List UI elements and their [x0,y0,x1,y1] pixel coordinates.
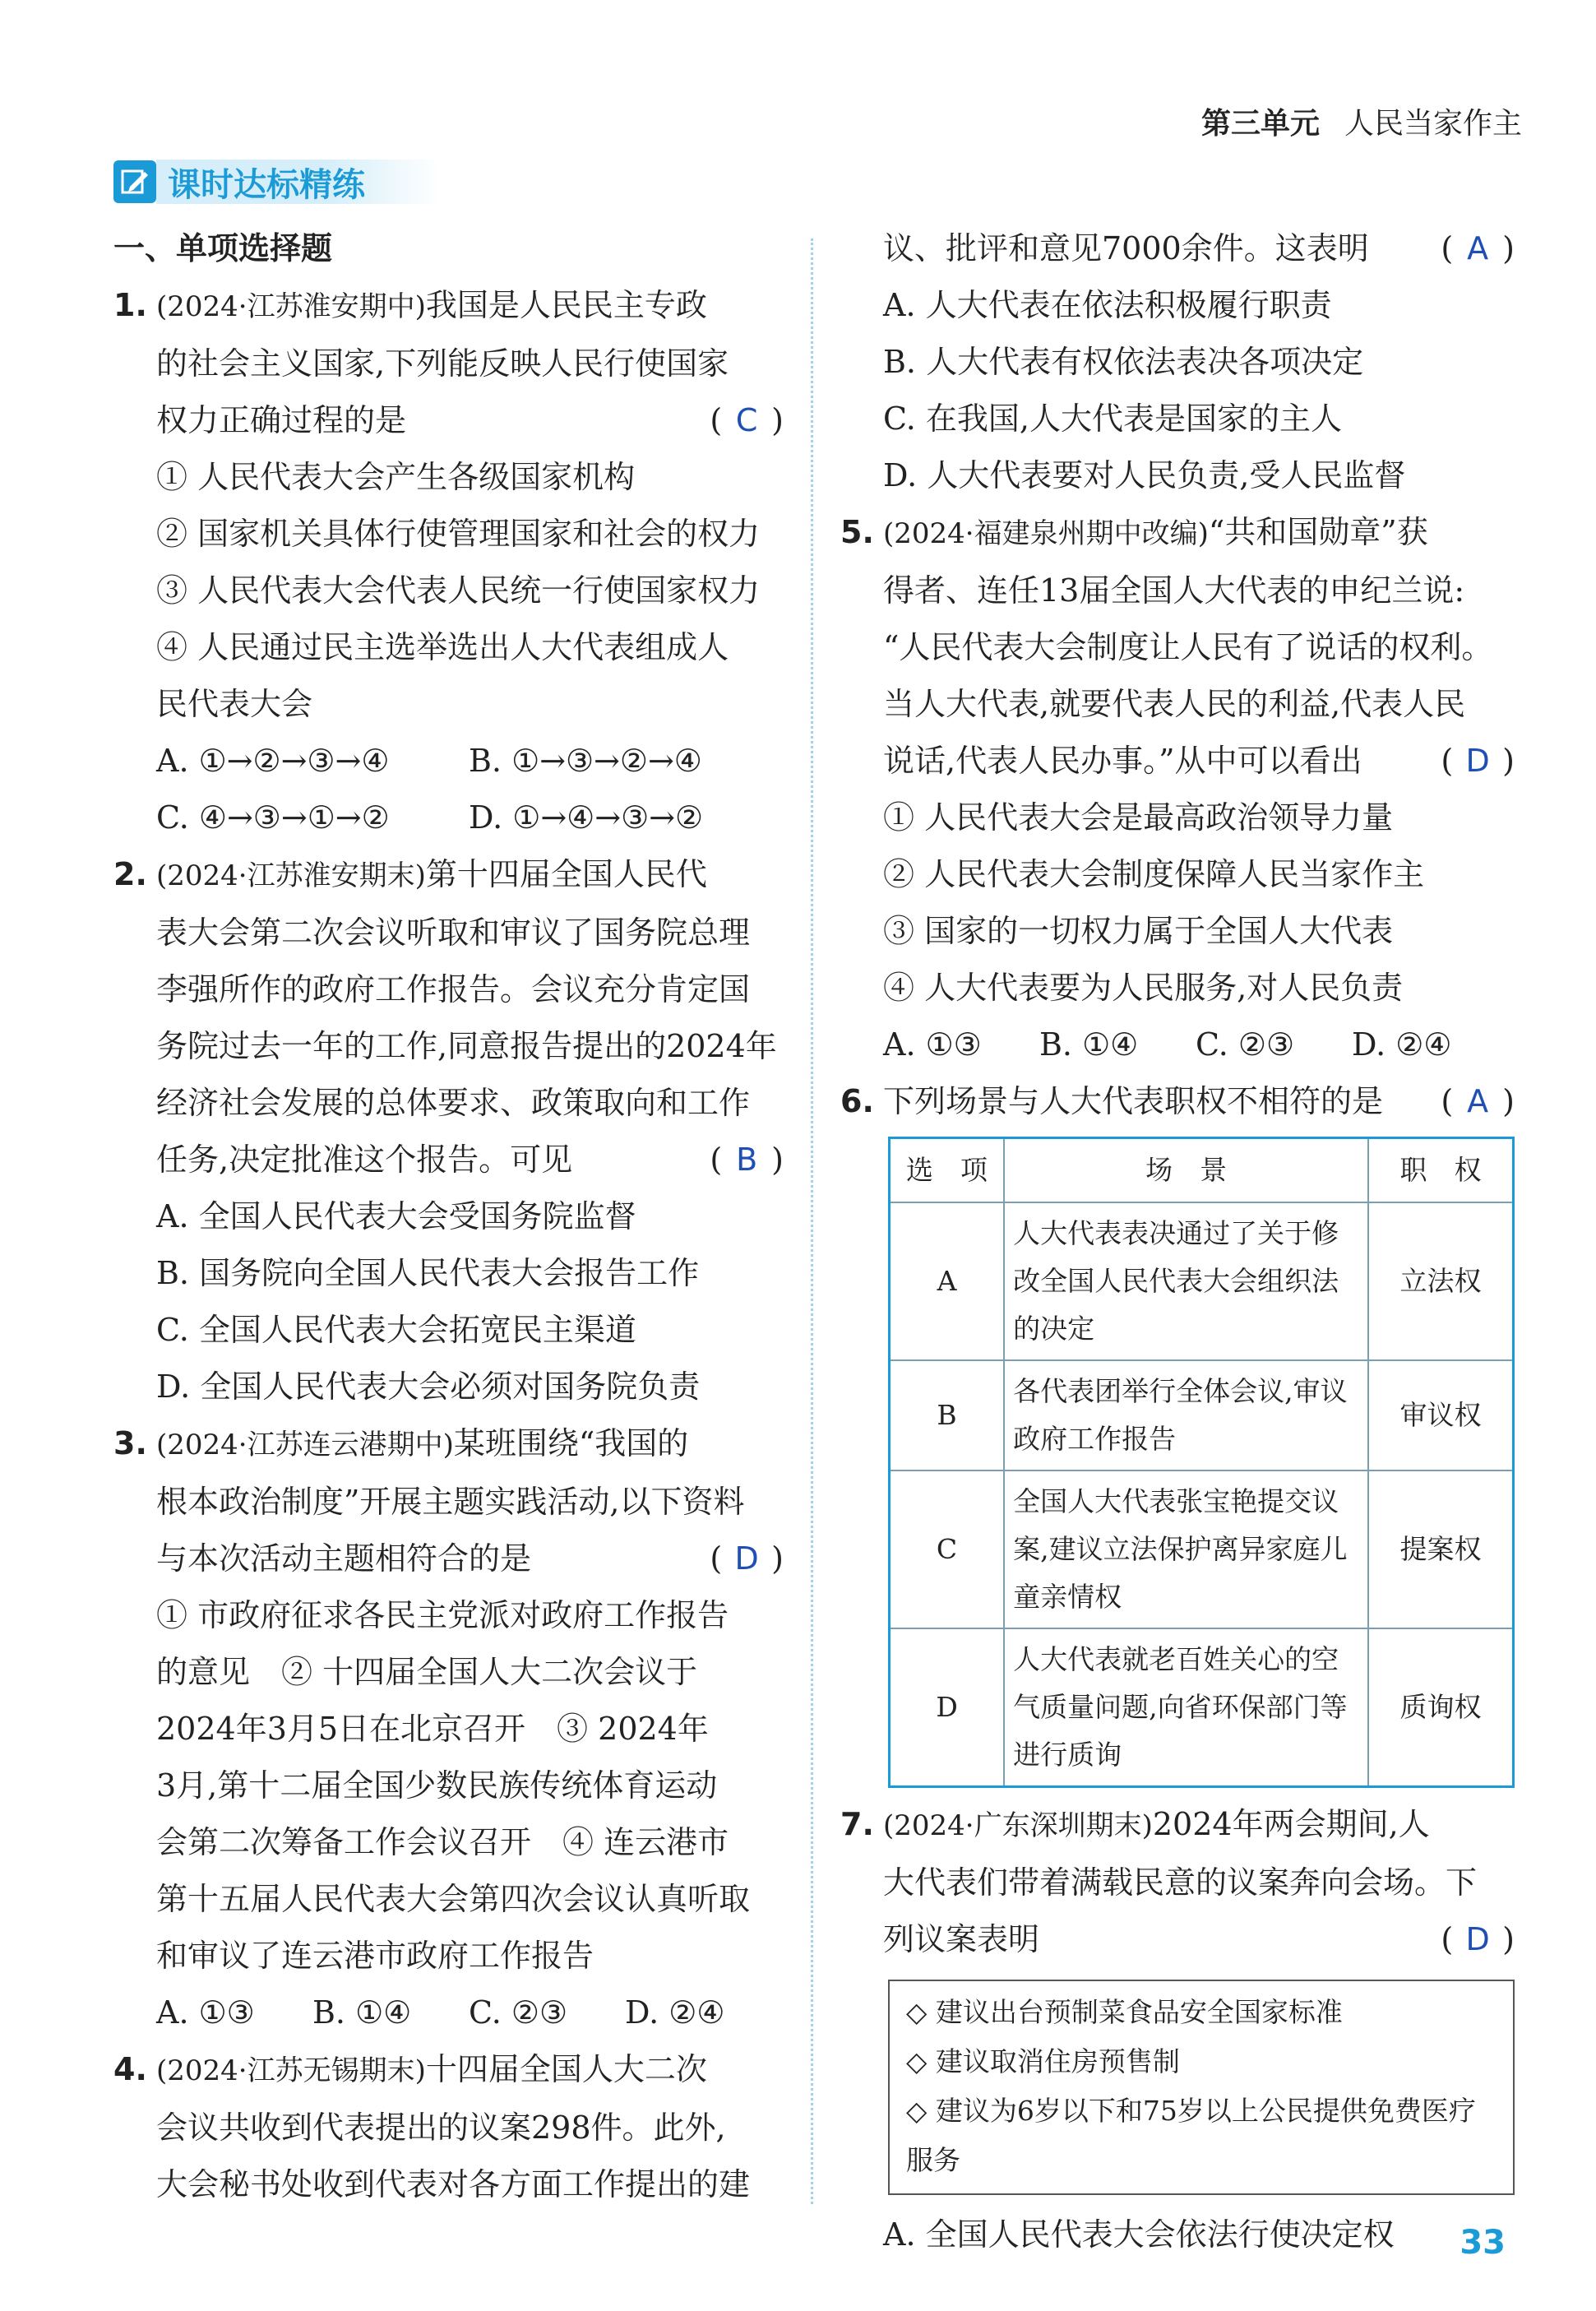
answer-bracket: ( D ) [1441,1911,1515,1968]
question-source: (2024·福建泉州期中改编) [883,517,1209,550]
table-cell-power: 提案权 [1368,1470,1513,1628]
table-row [890,1202,1514,1360]
right-column [840,220,1515,2263]
pencil-icon [113,160,156,203]
table-header-row [890,1138,1514,1203]
question-source: (2024·江苏无锡期末) [156,2054,426,2087]
statement-item: ③ 国家的一切权力属于全国人大代表 [883,913,1394,949]
answer-letter: A [1467,1083,1489,1119]
question-4: 4. (2024·江苏无锡期末)十四届全国人大二次 会议共收到代表提出的议案298件。此外, 大会秘书处收到代表对各方面工作提出的建 [113,2051,751,2202]
page-number: 33 [1460,2224,1506,2262]
question-2: 2. (2024·江苏淮安期末)第十四届全国人民代 表大会第二次会议听取和审议了国务院总理 李强所作的政府工作报告。会议充分肯定国 务院过去一年的工作,同意报告提出的2024年 经济社会发展的总体要求、政策取向和工作 任务,决定批准这个报告。可见 ( B ) [113,846,784,1188]
running-header [1201,100,1522,142]
material-line: 和审议了连云港市政府工作报告 [156,1938,594,1974]
answer-bracket: ( D ) [1441,733,1515,790]
answer-letter: B [736,1142,758,1178]
table-cell-scene: 人大代表就老百姓关心的空气质量问题,向省环保部门等进行质询 [1004,1628,1368,1787]
option: A. 全国人民代表大会依法行使决定权 [883,2216,1395,2253]
options: C. ④→③→①→② D. ①→④→③→② [156,799,704,836]
statement-item: 民代表大会 [156,686,313,722]
options: A. ①③ B. ①④ C. ②③ D. ②④ [883,1026,1452,1063]
statement-item: ③ 人民代表大会代表人民统一行使国家权力 [156,572,761,609]
material-line: 会第二次筹备工作会议召开 ④ 连云港市 [156,1824,729,1860]
question-6: 6. 下列场景与人大代表职权不相符的是 ( A ) [840,1073,1515,1130]
material-line: 的意见 ② 十四届全国人大二次会议于 [156,1654,698,1690]
column-divider [811,239,813,2204]
statement-item: ① 人民代表大会产生各级国家机构 [156,459,636,495]
proposal-item: ◇ 建议取消住房预售制 [906,2045,1180,2077]
proposal-item: ◇ 建议出台预制菜食品安全国家标准 [906,1996,1343,2028]
question-3: 3. (2024·江苏连云港期中)某班围绕“我国的 根本政治制度”开展主题实践活动,以下资料 与本次活动主题相符合的是 ( D ) [113,1415,784,1587]
proposal-item: ◇ 建议为6岁以下和75岁以上公民提供免费医疗服务 [906,2095,1476,2176]
option: D. 全国人民代表大会必须对国务院负责 [156,1369,701,1405]
option: C. 全国人民代表大会拓宽民主渠道 [156,1312,636,1348]
options: A. ①③ B. ①④ C. ②③ D. ②④ [156,1994,725,2031]
section-tag-label: 课时达标精练 [156,160,439,204]
table-row [890,1470,1514,1628]
table-cell-scene: 人大代表表决通过了关于修改全国人民代表大会组织法的决定 [1004,1202,1368,1360]
table-row [890,1628,1514,1787]
answer-letter: C [735,402,758,438]
table-cell-option: B [890,1360,1005,1470]
question-4-continued: 议、批评和意见7000余件。这表明 ( A ) [840,220,1515,277]
answer-bracket: ( A ) [1441,220,1515,277]
question-source: (2024·广东深圳期末) [883,1809,1153,1842]
option: D. 人大代表要对人民负责,受人民监督 [883,457,1406,493]
table-header: 职 权 [1368,1138,1513,1203]
answer-letter: A [1467,230,1489,266]
table-cell-power: 立法权 [1368,1202,1513,1360]
question-source: (2024·江苏连云港期中) [156,1429,454,1461]
material-line: 2024年3月5日在北京召开 ③ 2024年 [156,1711,709,1747]
statement-item: ② 国家机关具体行使管理国家和社会的权力 [156,516,761,552]
section-tag [113,156,439,207]
table-cell-power: 质询权 [1368,1628,1513,1787]
table-cell-scene: 各代表团举行全体会议,审议政府工作报告 [1004,1360,1368,1470]
answer-bracket: ( D ) [710,1531,784,1587]
question-source: (2024·江苏淮安期末) [156,859,426,892]
question-7: 7. (2024·广东深圳期末)2024年两会期间,人 大代表们带着满载民意的议案奔向会场。下 列议案表明 ( D ) [840,1796,1515,1968]
table-header: 场 景 [1004,1138,1368,1203]
left-column [113,220,784,2213]
statement-item: ① 人民代表大会是最高政治领导力量 [883,799,1394,836]
options: A. ①→②→③→④ B. ①→③→②→④ [156,743,702,779]
answer-bracket: ( C ) [710,392,784,449]
table-cell-option: C [890,1470,1005,1628]
question-1: 1. (2024·江苏淮安期中)我国是人民民主专政 的社会主义国家,下列能反映人民行使国家 权力正确过程的是 ( C ) [113,277,784,449]
table-cell-power: 审议权 [1368,1360,1513,1470]
statement-item: ④ 人民通过民主选举选出人大代表组成人 [156,629,729,665]
answer-letter: D [1465,743,1490,779]
option: B. 人大代表有权依法表决各项决定 [883,344,1364,380]
unit-label: 第三单元 [1200,107,1320,141]
material-line: 第十五届人民代表大会第四次会议认真听取 [156,1881,751,1917]
table-header: 选 项 [890,1138,1005,1203]
table-cell-option: A [890,1202,1005,1360]
statement-item: ④ 人大代表要为人民服务,对人民负责 [883,970,1404,1006]
proposal-box [888,1980,1515,2195]
statement-item: ② 人民代表大会制度保障人民当家作主 [883,856,1425,892]
table-cell-option: D [890,1628,1005,1787]
answer-bracket: ( B ) [710,1132,784,1188]
material-line: ① 市政府征求各民主党派对政府工作报告 [156,1597,729,1633]
section-title: 一、单项选择题 [113,230,333,266]
option: A. 人大代表在依法积极履行职责 [883,287,1332,323]
question-source: (2024·江苏淮安期中) [156,290,426,323]
option: C. 在我国,人大代表是国家的主人 [883,401,1342,437]
option: B. 国务院向全国人民代表大会报告工作 [156,1255,700,1291]
scenario-table [888,1137,1515,1788]
answer-bracket: ( A ) [1441,1073,1515,1130]
answer-letter: D [1465,1921,1490,1957]
material-line: 3月,第十二届全国少数民族传统体育运动 [156,1767,718,1804]
option: A. 全国人民代表大会受国务院监督 [156,1198,636,1234]
table-cell-scene: 全国人大代表张宝艳提交议案,建议立法保护离异家庭儿童亲情权 [1004,1470,1368,1628]
question-5: 5. (2024·福建泉州期中改编)“共和国勋章”获 得者、连任13届全国人大代表的申纪兰说: “人民代表大会制度让人民有了说话的权利。 当人大代表,就要代表人民的利益,代表人民 说话,代表人民办事。”从中可以看出 ( D ) [840,504,1515,790]
table-row [890,1360,1514,1470]
answer-letter: D [734,1540,759,1577]
unit-title: 人民当家作主 [1344,107,1522,141]
